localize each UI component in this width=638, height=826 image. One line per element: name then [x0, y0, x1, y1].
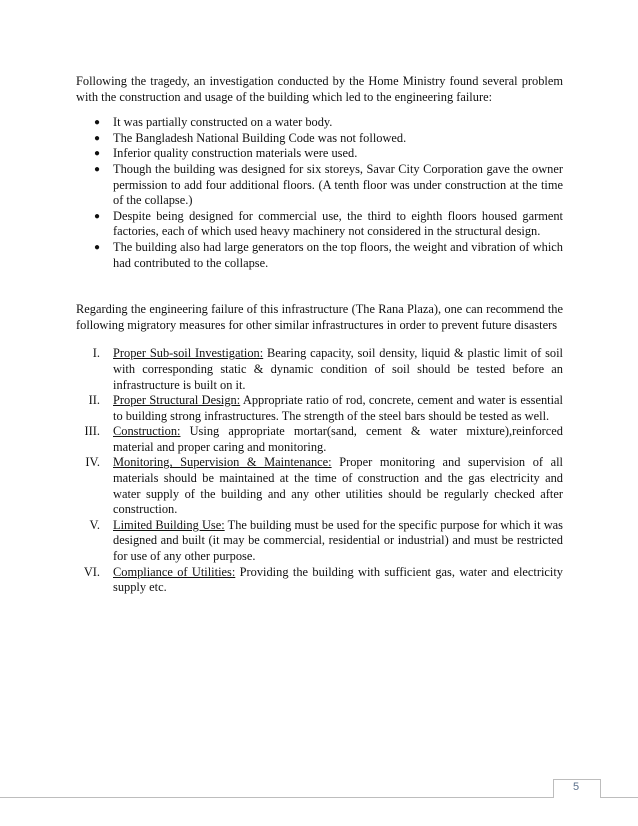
- measure-title: Construction:: [113, 424, 181, 439]
- measure-title: Proper Sub-soil Investigation:: [113, 346, 264, 361]
- roman-numeral: III.: [84, 424, 100, 439]
- roman-numeral: II.: [88, 393, 100, 408]
- roman-numeral: V.: [89, 517, 100, 532]
- measure-text: Proper monitoring and supervision of all materials should be maintained at the time of construction and the gas electricity and water supply of the building and any other utilities should be regularly checked after construction.: [113, 455, 564, 517]
- measure-title: Compliance of Utilities:: [113, 564, 236, 579]
- bullet-icon: ●: [94, 132, 101, 144]
- measure-text: Using appropriate mortar(sand, cement & water mixture),reinforced material and proper caring and monitoring.: [113, 424, 563, 454]
- measure-text: Providing the building with sufficient gas, water and electricity supply etc.: [113, 564, 563, 595]
- bullet-icon: ●: [94, 117, 101, 129]
- roman-numeral: I.: [92, 346, 100, 361]
- measure-text: The building must be used for the specific purpose for which it was designed and built (it may be commercial, residential or industrial) and must be restricted for use of any other purpose.: [113, 517, 564, 564]
- measure-text: Appropriate ratio of rod, concrete, cement and water is essential to building strong infrastructures. The strength of the steel bars should be tested as well.: [113, 393, 563, 423]
- list-item: [89, 517, 564, 565]
- intro-paragraph: Following the tragedy, an investigation conducted by the Home Ministry found several problem with the construction and usage of the building which led to the engineering failure:: [76, 74, 563, 104]
- list-item: ● Despite being designed for commercial use, the third to eighth floors housed garment factories, each of which used heavy machinery not considered in the structural design.: [94, 208, 563, 239]
- list-item: ● Inferior quality construction materials were used.: [94, 146, 358, 161]
- bullet-icon: ●: [94, 148, 101, 160]
- list-item: [92, 346, 563, 393]
- measure-title: Monitoring, Supervision & Maintenance:: [113, 455, 332, 470]
- list-item: ● The building also had large generators on the top floors, the weight and vibration of which had contributed to the collapse.: [94, 239, 563, 270]
- recommendation-paragraph: Regarding the engineering failure of this infrastructure (The Rana Plaza), one can recommend the following migratory measures for other similar infrastructures in order to prevent future disasters: [76, 302, 563, 332]
- bullet-icon: ●: [94, 210, 101, 222]
- list-item: [88, 393, 563, 424]
- footer-divider: [0, 797, 638, 798]
- measure-text: Bearing capacity, soil density, liquid & plastic limit of soil with corresponding static & dynamic condition of soil should be tested before an infrastructure is built on it.: [113, 346, 563, 392]
- measure-title: Limited Building Use:: [113, 517, 225, 532]
- list-item: ● Though the building was designed for six storeys, Savar City Corporation gave the owner permission to add four additional floors. (A tenth floor was under construction at the time of the collapse.): [94, 161, 563, 208]
- list-item: [83, 564, 563, 596]
- list-item: ● It was partially constructed on a water body.: [94, 115, 333, 130]
- page-number: 5: [572, 781, 580, 793]
- list-item: ● The Bangladesh National Building Code was not followed.: [94, 130, 407, 145]
- failure-causes-list: [76, 115, 563, 271]
- roman-numeral: VI.: [83, 564, 100, 579]
- list-item: [84, 424, 563, 455]
- bullet-icon: ●: [94, 163, 101, 175]
- measure-title: Proper Structural Design:: [113, 393, 241, 408]
- roman-numeral: IV.: [85, 455, 100, 470]
- list-item: [85, 455, 564, 517]
- measures-list: [76, 346, 563, 596]
- page-body: [76, 74, 563, 596]
- bullet-icon: ●: [94, 241, 101, 253]
